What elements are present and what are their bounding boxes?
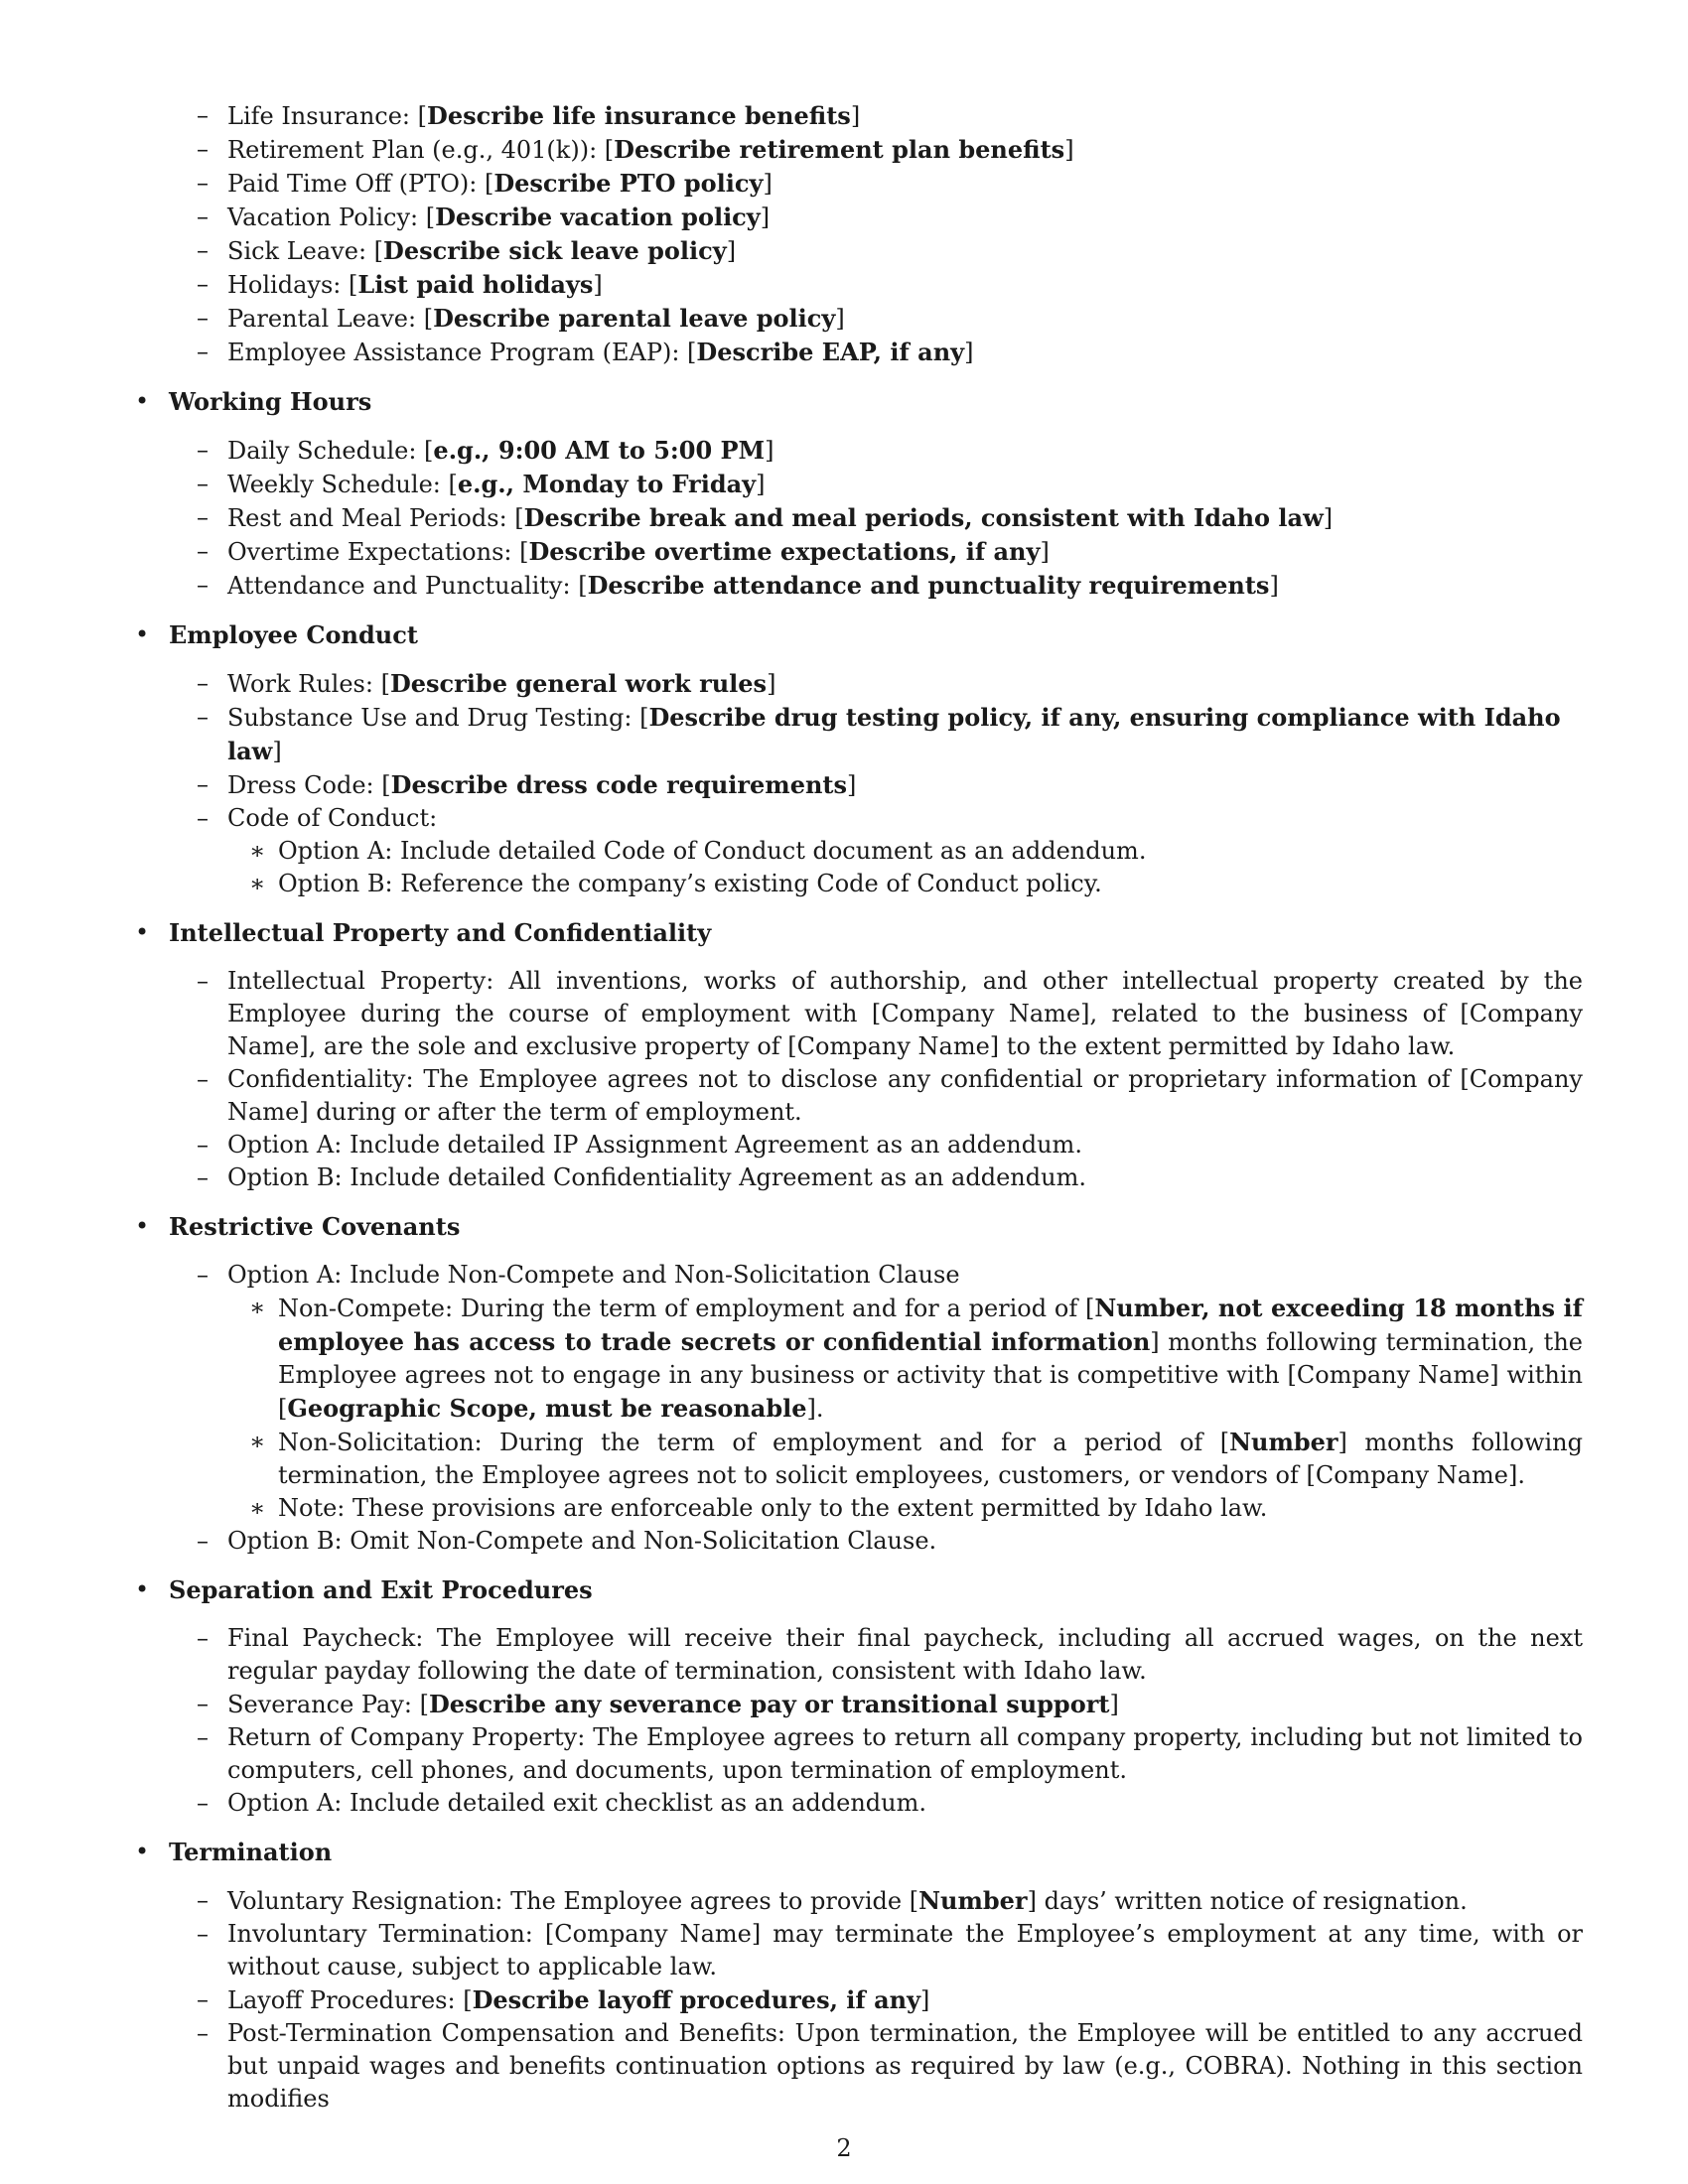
dash-marker: –	[197, 669, 209, 697]
list-item: – Attendance and Punctuality: [Describe attendance and punctuality requirements]	[197, 571, 1279, 600]
dash-marker: –	[197, 503, 209, 531]
list-item: – Employee Assistance Program (EAP): [Describe EAP, if any]	[197, 338, 974, 366]
dash-marker: –	[197, 1690, 209, 1717]
dash-marker: –	[197, 236, 209, 264]
list-item: – Holidays: [List paid holidays]	[197, 270, 603, 299]
dash-marker: –	[197, 2019, 209, 2047]
bullet-marker: •	[135, 1212, 150, 1240]
list-item: – Substance Use and Drug Testing: [Describe drug testing policy, if any, ensuring compliance with Idaho law]	[197, 703, 1561, 765]
list-item: ∗ Note: These provisions are enforceable only to the extent permitted by Idaho law.	[133, 1492, 1583, 1525]
dash-marker: –	[197, 1789, 209, 1817]
list-item: – Paid Time Off (PTO): [Describe PTO policy]	[197, 169, 773, 198]
list-item: – Code of Conduct:	[133, 802, 1583, 835]
asterisk-marker: ∗	[249, 1428, 266, 1455]
asterisk-marker: ∗	[249, 837, 266, 865]
list-item: – Weekly Schedule: [e.g., Monday to Friday]	[197, 470, 766, 498]
working-hours-list	[133, 434, 1583, 603]
dash-marker: –	[197, 436, 209, 464]
section-heading-termination: • Termination	[135, 1838, 333, 1866]
dash-marker: –	[197, 1723, 209, 1751]
dash-marker: –	[197, 537, 209, 565]
section-heading-separation: • Separation and Exit Procedures	[135, 1575, 593, 1604]
dash-marker: –	[197, 338, 209, 365]
list-item: – Confidentiality: The Employee agrees not to disclose any confidential or proprietary information of [Company Name] during or after the term of employment.	[197, 1065, 1583, 1126]
section-heading-restrictive-covenants: • Restrictive Covenants	[135, 1212, 461, 1241]
employee-conduct-list	[133, 667, 1583, 900]
list-item: ∗ Option A: Include detailed Code of Conduct document as an addendum.	[133, 835, 1583, 868]
list-item: – Parental Leave: [Describe parental leave policy]	[197, 304, 845, 333]
section-heading-ip-confidentiality: • Intellectual Property and Confidentiality	[135, 918, 712, 947]
list-item: – Vacation Policy: [Describe vacation policy]	[197, 203, 771, 231]
restrictive-list	[133, 1259, 1583, 1558]
list-item: – Rest and Meal Periods: [Describe break and meal periods, consistent with Idaho law]	[197, 503, 1334, 532]
list-item: – Voluntary Resignation: The Employee agrees to provide [Number] days’ written notice of resignation.	[197, 1886, 1468, 1915]
dash-marker: –	[197, 804, 209, 832]
list-item: – Option A: Include Non-Compete and Non-Solicitation Clause	[133, 1259, 1583, 1292]
dash-marker: –	[197, 571, 209, 599]
dash-marker: –	[197, 1527, 209, 1555]
section-heading-employee-conduct: • Employee Conduct	[135, 620, 418, 649]
document-body	[133, 99, 1583, 2116]
dash-marker: –	[197, 1920, 209, 1948]
dash-marker: –	[197, 135, 209, 163]
list-item: – Sick Leave: [Describe sick leave policy]	[197, 236, 737, 265]
dash-marker: –	[197, 101, 209, 129]
list-item: – Daily Schedule: [e.g., 9:00 AM to 5:00 PM]	[197, 436, 774, 465]
section-heading-working-hours: • Working Hours	[135, 387, 372, 416]
dash-marker: –	[197, 703, 209, 731]
list-item: – Retirement Plan (e.g., 401(k)): [Describe retirement plan benefits]	[197, 135, 1074, 164]
dash-marker: –	[197, 270, 209, 298]
list-item: – Intellectual Property: All inventions, works of authorship, and other intellectual property created by the Employee during the course of employment with [Company Name], related to the business of [Company Name], are the sole and exclusive property of [Company Name] to the extent permitted by Idaho law.	[197, 967, 1583, 1060]
bullet-marker: •	[135, 620, 150, 648]
list-item: ∗ Option B: Reference the company’s existing Code of Conduct policy.	[133, 868, 1583, 900]
list-item: – Option A: Include detailed IP Assignment Agreement as an addendum.	[133, 1129, 1583, 1161]
termination-list	[133, 1884, 1583, 2116]
list-item: – Overtime Expectations: [Describe overtime expectations, if any]	[197, 537, 1050, 566]
asterisk-marker: ∗	[249, 1494, 266, 1522]
bullet-marker: •	[135, 1575, 150, 1603]
bullet-marker: •	[135, 387, 150, 415]
dash-marker: –	[197, 169, 209, 197]
bullet-marker: •	[135, 1838, 150, 1865]
list-item: – Return of Company Property: The Employee agrees to return all company property, including but not limited to computers, cell phones, and documents, upon termination of employment.	[197, 1723, 1583, 1784]
list-item: – Option B: Omit Non-Compete and Non-Solicitation Clause.	[133, 1525, 1583, 1558]
dash-marker: –	[197, 1261, 209, 1289]
dash-marker: –	[197, 770, 209, 798]
list-item: ∗ Non-Compete: During the term of employment and for a period of [Number, not exceeding 18 months if employee has access to trade secrets or confidential information] months following termination, the Employee agrees not to engage in any business or activity that is competitive with [Company Name] within [Geographic Scope, must be reasonable].	[249, 1294, 1583, 1423]
dash-marker: –	[197, 967, 209, 995]
ip-list	[133, 965, 1583, 1194]
dash-marker: –	[197, 1163, 209, 1191]
dash-marker: –	[197, 1985, 209, 2013]
list-item: – Post-Termination Compensation and Benefits: Upon termination, the Employee will be entitled to any accrued but unpaid wages and benefits continuation options as required by law (e.g., COBRA). Nothing in this section modifies	[197, 2019, 1583, 2113]
list-item: – Work Rules: [Describe general work rules]	[197, 669, 776, 698]
list-item: ∗ Non-Solicitation: During the term of employment and for a period of [Number] months following termination, the Employee agrees not to solicit employees, customers, or vendors of [Company Name].	[249, 1428, 1583, 1489]
dash-marker: –	[197, 203, 209, 230]
bullet-marker: •	[135, 918, 150, 946]
list-item: – Option B: Include detailed Confidentiality Agreement as an addendum.	[133, 1161, 1583, 1194]
list-item: – Option A: Include detailed exit checklist as an addendum.	[133, 1787, 1583, 1820]
dash-marker: –	[197, 1886, 209, 1914]
dash-marker: –	[197, 1131, 209, 1159]
dash-marker: –	[197, 1065, 209, 1093]
list-item: – Life Insurance: [Describe life insurance benefits]	[197, 101, 861, 130]
asterisk-marker: ∗	[249, 870, 266, 897]
list-item: – Dress Code: [Describe dress code requirements]	[197, 770, 857, 799]
list-item: – Involuntary Termination: [Company Name] may terminate the Employee’s employment at any time, with or without cause, subject to applicable law.	[197, 1920, 1583, 1980]
benefits-list	[133, 99, 1583, 369]
list-item: – Severance Pay: [Describe any severance pay or transitional support]	[197, 1690, 1119, 1718]
list-item: – Layoff Procedures: [Describe layoff procedures, if any]	[197, 1985, 930, 2014]
dash-marker: –	[197, 470, 209, 497]
page-number: 2	[836, 2134, 852, 2162]
dash-marker: –	[197, 1624, 209, 1652]
asterisk-marker: ∗	[249, 1294, 266, 1321]
dash-marker: –	[197, 304, 209, 332]
separation-list	[133, 1622, 1583, 1820]
list-item: – Final Paycheck: The Employee will receive their final paycheck, including all accrued wages, on the next regular payday following the date of termination, consistent with Idaho law.	[197, 1624, 1583, 1685]
